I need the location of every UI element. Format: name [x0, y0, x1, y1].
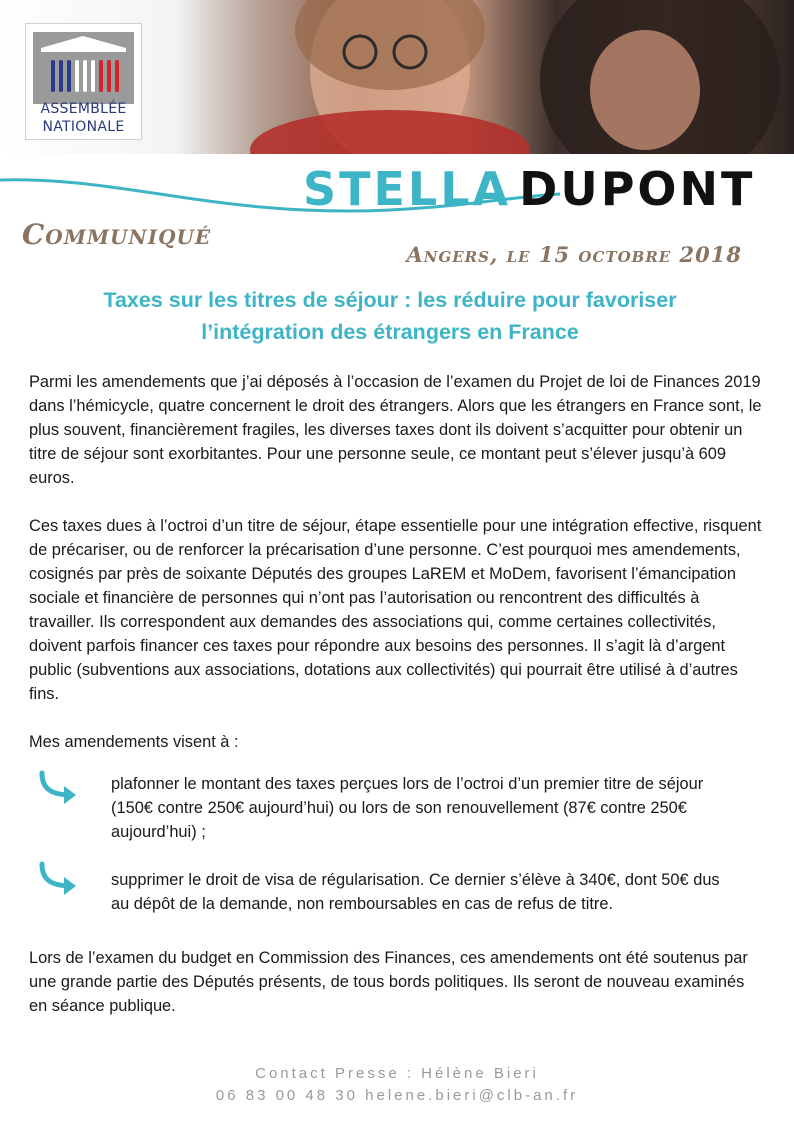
title-line-2: l’intégration des étrangers en France — [201, 320, 579, 344]
author-first-name: STELLA — [303, 162, 512, 216]
logo-text-line1: ASSEMBLÉE — [40, 101, 127, 117]
logo-text-line2: NATIONALE — [42, 119, 125, 135]
press-release-title — [40, 284, 740, 348]
curved-arrow-icon — [36, 861, 82, 901]
title-line-1: Taxes sur les titres de séjour : les réduire pour favoriser — [103, 288, 677, 312]
list-item-1: plafonner le montant des taxes perçues lors de l’octroi d’un premier titre de séjour (150€ contre 250€ aujourd’hui) ou lors de son renouvellement (87€ contre 250€ aujourd’hui) ; — [111, 775, 704, 841]
press-contact-details: 06 83 00 48 30 helene.bieri@clb-an.fr — [215, 1087, 579, 1104]
document-type-label: Communiqué — [22, 218, 212, 251]
header-banner-photo — [0, 0, 794, 154]
dateline: Angers, le 15 octobre 2018 — [406, 242, 742, 267]
body-intro: Mes amendements visent à : — [29, 733, 239, 751]
author-name — [303, 160, 755, 218]
body-paragraph-3: Lors de l’examen du budget en Commission des Finances, ces amendements ont été soutenus par une grande partie des Députés présents, de tous bords politiques. Ils seront de nouveau examinés en séance publique. — [29, 949, 748, 1015]
press-contact-line: Contact Presse : Hélène Bieri — [255, 1065, 539, 1082]
body-paragraph-1: Parmi les amendements que j’ai déposés à l’occasion de l’examen du Projet de loi de Finances 2019 dans l’hémicycle, quatre concernent le droit des étrangers. Alors que les étrangers en France sont, le plus souvent, financièrement fragiles, les diverses taxes dont ils doivent s’acquitter pour obtenir un titre de séjour sont exorbitantes. Pour une personne seule, ce montant peut s’élever jusqu’à 609 euros. — [29, 373, 762, 487]
author-last-name: DUPONT — [519, 162, 756, 216]
assemblee-nationale-logo — [25, 23, 142, 140]
curved-arrow-icon — [36, 770, 82, 810]
portrait-photo — [250, 0, 794, 154]
list-item-2: supprimer le droit de visa de régularisation. Ce dernier s’élève à 340€, dont 50€ dus au dépôt de la demande, non remboursables en cas de refus de titre. — [111, 871, 720, 913]
hemicycle-logo-icon — [33, 32, 134, 104]
body-paragraph-2: Ces taxes dues à l’octroi d’un titre de séjour, étape essentielle pour une intégration effective, risquent de précariser, ou de renforcer la précarisation d’une personne. C’est pourquoi mes amendements, cosignés par près de soixante Députés des groupes LaREM et MoDem, favorisent l’émancipation sociale et financière de personnes qui n’ont pas l’autorisation ou rencontrent des difficultés à travailler. Ils correspondent aux demandes des associations qui, comme certaines collectivités, doivent parfois financer ces taxes pour répondre aux besoins des personnes. Il s’agit là d’argent public (subventions aux associations, dotations aux collectivités) qui pourrait être utilisé à d’autres fins. — [29, 517, 762, 703]
